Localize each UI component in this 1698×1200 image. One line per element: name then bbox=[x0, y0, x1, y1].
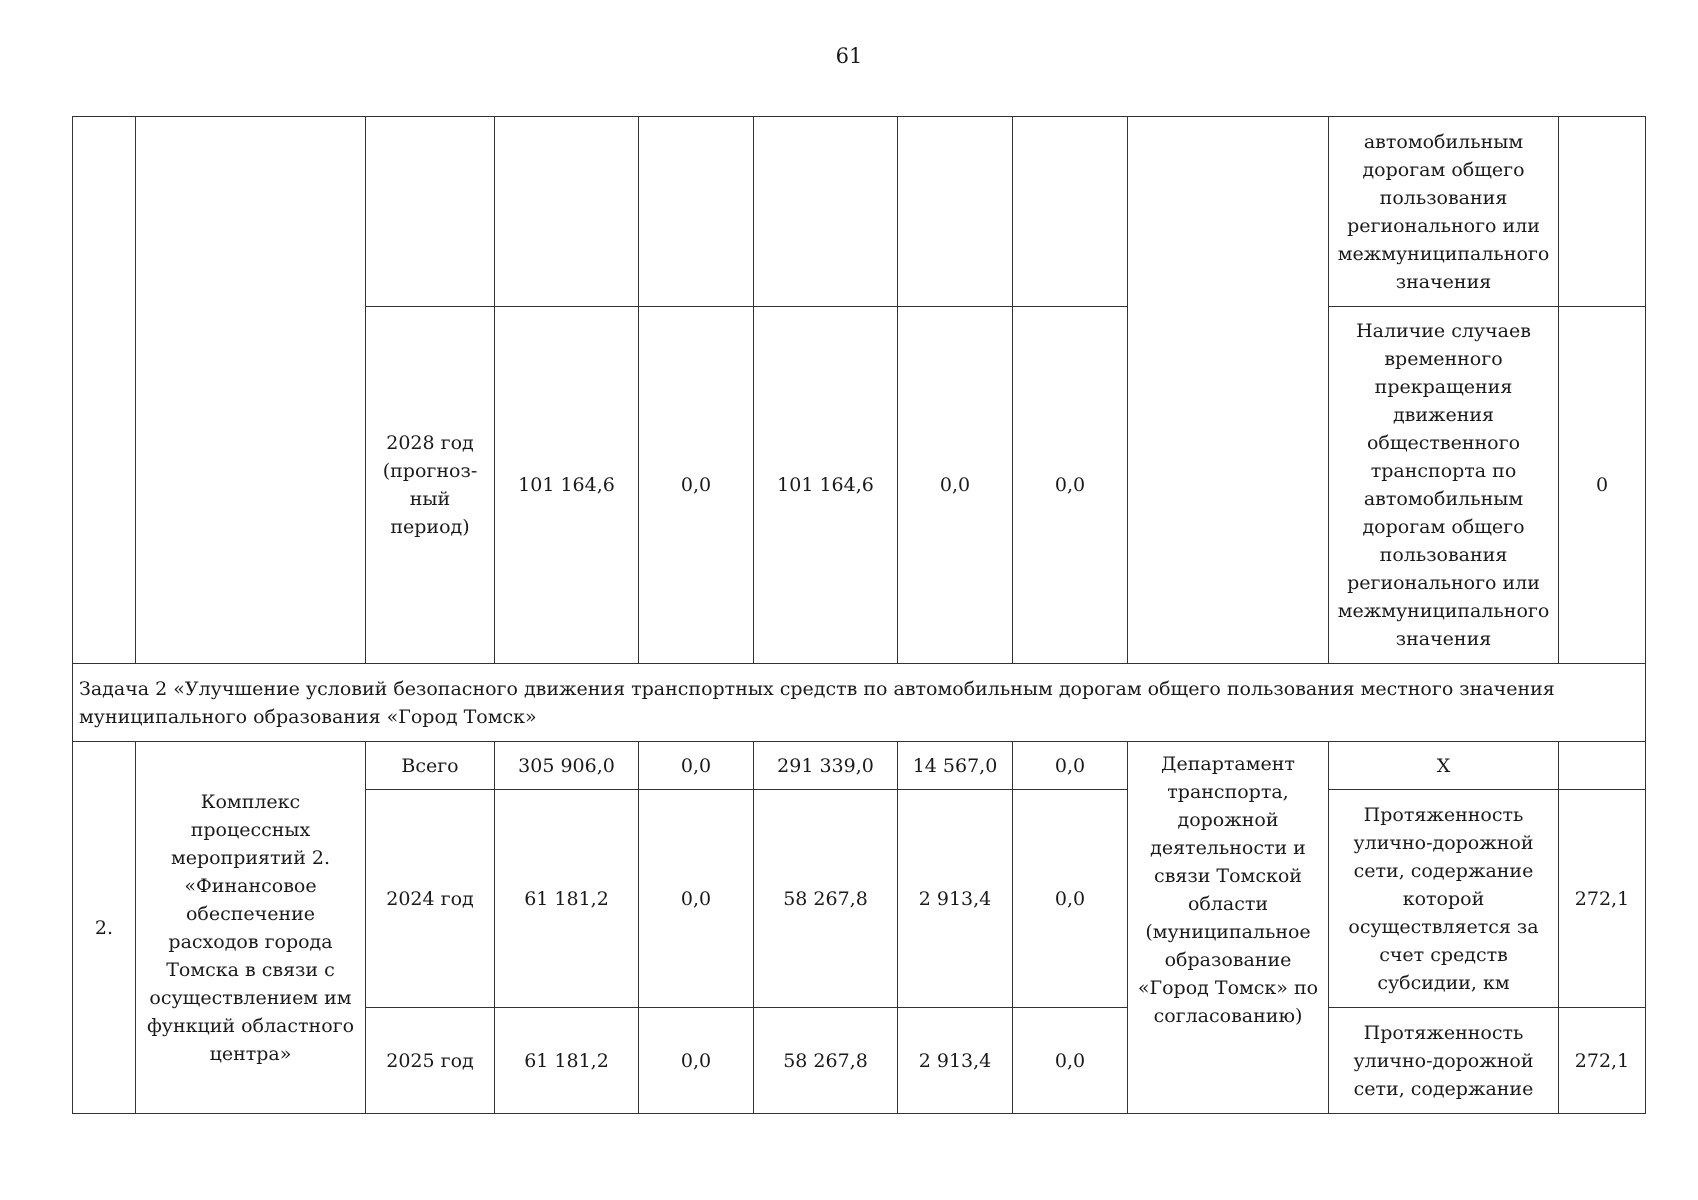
period-cell: Всего bbox=[366, 742, 495, 790]
task-title: Задача 2 «Улучшение условий безопасного движения транспортных средств по автомобильным дорогам общего пользования местного значения муниципального образования «Город Томск» bbox=[73, 664, 1646, 742]
federal-cell bbox=[639, 117, 754, 307]
other-cell: 0,0 bbox=[1013, 790, 1128, 1008]
other-cell bbox=[1013, 117, 1128, 307]
indicator-value-cell: 0 bbox=[1559, 307, 1646, 664]
local-cell: 2 913,4 bbox=[898, 790, 1013, 1008]
regional-cell: 101 164,6 bbox=[754, 307, 898, 664]
local-cell: 14 567,0 bbox=[898, 742, 1013, 790]
federal-cell: 0,0 bbox=[639, 307, 754, 664]
other-cell: 0,0 bbox=[1013, 742, 1128, 790]
local-cell: 2 913,4 bbox=[898, 1008, 1013, 1114]
table-row bbox=[73, 117, 1646, 307]
number-cell bbox=[73, 117, 136, 664]
indicator-value-cell bbox=[1559, 742, 1646, 790]
indicator-cell: Наличие случаев временного прекращения движения общественного транспорта по автомобильным дорогам общего пользования регионального или межмуниципального значения bbox=[1329, 307, 1559, 664]
name-cell bbox=[136, 117, 366, 664]
indicator-cell: Протяженность улично-дорожной сети, содержание bbox=[1329, 1008, 1559, 1114]
local-cell: 0,0 bbox=[898, 307, 1013, 664]
other-cell: 0,0 bbox=[1013, 1008, 1128, 1114]
executor-cell: Департамент транспорта, дорожной деятельности и связи Томской области (муниципальное образование «Город Томск» по согласованию) bbox=[1128, 742, 1329, 1114]
name-cell: Комплекс процессных мероприятий 2. «Финансовое обеспечение расходов города Томска в связи с осуществлением им функций областного центра» bbox=[136, 742, 366, 1114]
page-number: 61 bbox=[835, 44, 863, 68]
indicator-cell: Протяженность улично-дорожной сети, содержание которой осуществляется за счет средств субсидии, км bbox=[1329, 790, 1559, 1008]
number-cell: 2. bbox=[73, 742, 136, 1114]
total-cell: 305 906,0 bbox=[495, 742, 639, 790]
total-cell bbox=[495, 117, 639, 307]
indicator-cell: автомобильным дорогам общего пользования регионального или межмуниципального значения bbox=[1329, 117, 1559, 307]
period-cell: 2028 год (прогноз-ный период) bbox=[366, 307, 495, 664]
federal-cell: 0,0 bbox=[639, 742, 754, 790]
period-cell bbox=[366, 117, 495, 307]
federal-cell: 0,0 bbox=[639, 1008, 754, 1114]
indicator-cell: Х bbox=[1329, 742, 1559, 790]
federal-cell: 0,0 bbox=[639, 790, 754, 1008]
task-row bbox=[73, 664, 1646, 742]
regional-cell: 58 267,8 bbox=[754, 790, 898, 1008]
indicator-value-cell: 272,1 bbox=[1559, 1008, 1646, 1114]
executor-cell bbox=[1128, 117, 1329, 664]
period-cell: 2024 год bbox=[366, 790, 495, 1008]
regional-cell: 58 267,8 bbox=[754, 1008, 898, 1114]
period-cell: 2025 год bbox=[366, 1008, 495, 1114]
indicator-value-cell: 272,1 bbox=[1559, 790, 1646, 1008]
total-cell: 61 181,2 bbox=[495, 1008, 639, 1114]
total-cell: 101 164,6 bbox=[495, 307, 639, 664]
total-cell: 61 181,2 bbox=[495, 790, 639, 1008]
program-table bbox=[72, 116, 1646, 1114]
local-cell bbox=[898, 117, 1013, 307]
table-row bbox=[73, 742, 1646, 790]
indicator-value-cell bbox=[1559, 117, 1646, 307]
other-cell: 0,0 bbox=[1013, 307, 1128, 664]
regional-cell: 291 339,0 bbox=[754, 742, 898, 790]
regional-cell bbox=[754, 117, 898, 307]
